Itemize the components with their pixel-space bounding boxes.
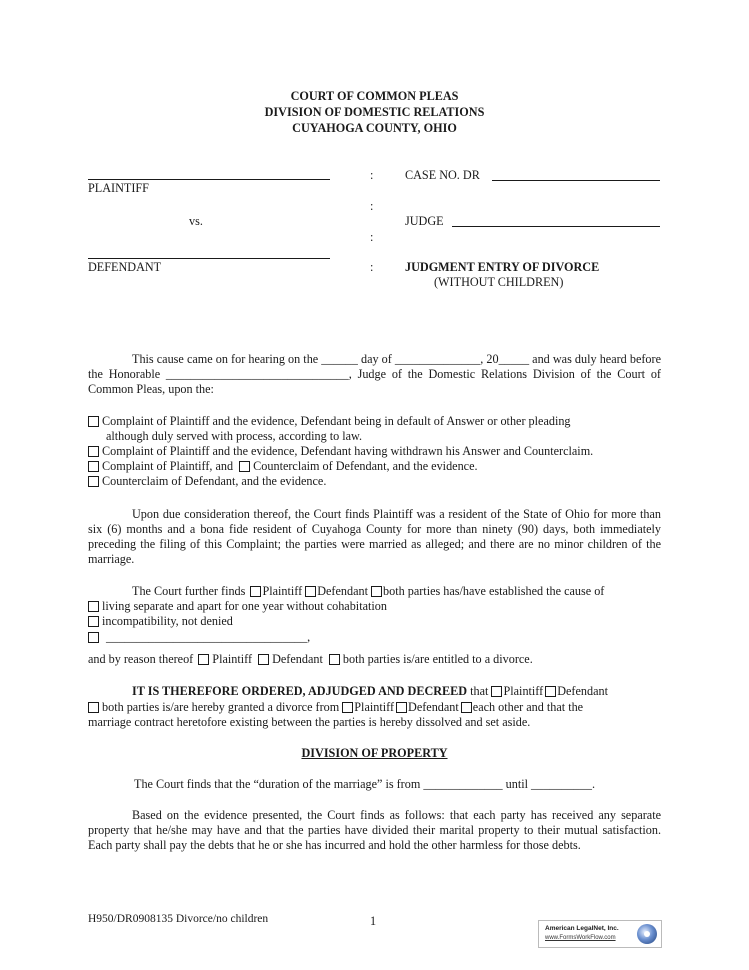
caption-colon: : <box>370 230 374 244</box>
ground-other <box>88 630 668 645</box>
publisher-url[interactable]: www.FormsWorkFlow.com <box>545 935 616 941</box>
publisher-logo <box>538 920 662 948</box>
order-defendant-label: Defendant <box>557 684 608 698</box>
grounds-both-label: both parties has/have established the cause of <box>383 584 605 598</box>
order-defendant-checkbox[interactable] <box>545 686 556 697</box>
findings-paragraph: Upon due consideration thereof, the Court finds Plaintiff was a resident of the State of Ohio for more than six (6) months and a bona fide resident of Cuyahoga County for more than ninety (90) days, both immediately preceding the filing of this Complaint; the parties were married as alleged; and there are no minor children of the marriage. <box>88 507 661 566</box>
grounds-plaintiff-label: Plaintiff <box>262 584 303 598</box>
from-plaintiff-label: Plaintiff <box>354 700 395 714</box>
entitlement-lead: and by reason thereof <box>88 652 194 666</box>
option-default-cont: although duly served with process, according to law. <box>106 429 363 443</box>
option-default-text: Complaint of Plaintiff and the evidence, Defendant being in default of Answer or other pleading <box>102 414 571 428</box>
grounds-both-checkbox[interactable] <box>371 586 382 597</box>
option-counterclaim-only <box>88 474 668 489</box>
ground-other-text[interactable]: _________________________________, <box>106 630 311 644</box>
order-plaintiff-label: Plaintiff <box>503 684 544 698</box>
caption-colon: : <box>370 168 374 182</box>
document-title: JUDGMENT ENTRY OF DIVORCE <box>405 260 600 274</box>
from-each-other-checkbox[interactable] <box>461 702 472 713</box>
from-defendant-checkbox[interactable] <box>396 702 407 713</box>
entitled-both-label: both parties is/are entitled to a divorce. <box>342 652 533 666</box>
grounds-plaintiff-checkbox[interactable] <box>250 586 261 597</box>
from-defendant-label: Defendant <box>408 700 459 714</box>
plaintiff-line <box>88 179 330 180</box>
option-default <box>88 414 668 429</box>
caption-colon: : <box>370 199 374 213</box>
form-identifier: H950/DR0908135 Divorce/no children <box>88 913 269 925</box>
entitled-both-checkbox[interactable] <box>329 654 340 665</box>
ground-other-checkbox[interactable] <box>88 632 99 643</box>
case-no-field[interactable] <box>492 180 660 181</box>
hearing-paragraph: This cause came on for hearing on the ______ day of ______________, 20_____ and was duly heard before the Honorable ______________________________, Judge of the Domestic Relations Division of the Court of Common Pleas, upon the: <box>88 352 661 396</box>
from-plaintiff-checkbox[interactable] <box>342 702 353 713</box>
grounds-defendant-checkbox[interactable] <box>305 586 316 597</box>
vs-label: vs. <box>189 214 203 228</box>
defendant-line <box>88 258 330 259</box>
grounds-lead: The Court further finds <box>132 584 246 598</box>
entitlement-line <box>88 652 668 667</box>
option-complaint-checkbox[interactable] <box>88 461 99 472</box>
from-each-other-label: each other and that the <box>472 700 584 714</box>
page-number: 1 <box>370 914 377 928</box>
order-line-3: marriage contract heretofore existing between the parties is hereby dissolved and set aside. <box>88 715 531 729</box>
entitled-plaintiff-checkbox[interactable] <box>198 654 209 665</box>
plaintiff-label: PLAINTIFF <box>88 181 149 195</box>
publisher-name: American LegalNet, Inc. <box>545 925 619 932</box>
duration-line: The Court finds that the “duration of the marriage” is from _____________ until __________. <box>134 777 596 791</box>
order-granted-text: both parties is/are hereby granted a divorce from <box>102 700 340 714</box>
case-no-label: CASE NO. DR <box>405 168 480 182</box>
entitled-defendant-checkbox[interactable] <box>258 654 269 665</box>
option-withdrawn-text: Complaint of Plaintiff and the evidence, Defendant having withdrawn his Answer and Counterclaim. <box>102 444 594 458</box>
property-paragraph: Based on the evidence presented, the Court finds as follows: that each party has received any separate property that he/she may have and that the parties have divided their marital property to their mutual satisfaction. Each party shall pay the debts that he or she has incurred and hold the other harmless for those debts. <box>88 808 661 852</box>
option-complaint-text: Complaint of Plaintiff, and <box>102 459 234 473</box>
ground-incompatibility <box>88 614 668 629</box>
entitled-defendant-label: Defendant <box>272 652 323 666</box>
ground-incompatibility-checkbox[interactable] <box>88 616 99 627</box>
option-both <box>88 459 668 474</box>
option-default-checkbox[interactable] <box>88 416 99 427</box>
document-subtitle: (WITHOUT CHILDREN) <box>434 275 564 289</box>
court-division: DIVISION OF DOMESTIC RELATIONS <box>264 105 485 119</box>
order-line-2 <box>88 700 668 715</box>
grounds-defendant-label: Defendant <box>317 584 368 598</box>
court-county: CUYAHOGA COUNTY, OHIO <box>292 121 457 135</box>
judge-label: JUDGE <box>405 214 444 228</box>
grounds-line <box>88 584 712 599</box>
judge-field[interactable] <box>452 226 660 227</box>
order-line-1 <box>88 684 712 699</box>
option-counterclaim-only-checkbox[interactable] <box>88 476 99 487</box>
ground-separation-checkbox[interactable] <box>88 601 99 612</box>
entitled-plaintiff-label: Plaintiff <box>212 652 253 666</box>
option-counterclaim-checkbox[interactable] <box>239 461 250 472</box>
property-heading: DIVISION OF PROPERTY <box>301 746 448 760</box>
globe-icon <box>637 924 657 944</box>
option-counterclaim-only-text: Counterclaim of Defendant, and the evidence. <box>102 474 327 488</box>
option-withdrawn-checkbox[interactable] <box>88 446 99 457</box>
order-plaintiff-checkbox[interactable] <box>491 686 502 697</box>
ground-separation <box>88 599 668 614</box>
option-counterclaim-text: Counterclaim of Defendant, and the evidence. <box>253 459 478 473</box>
order-decree: IT IS THEREFORE ORDERED, ADJUDGED AND DECREED <box>132 684 468 698</box>
ground-separation-text: living separate and apart for one year without cohabitation <box>102 599 387 613</box>
ground-incompatibility-text: incompatibility, not denied <box>102 614 233 628</box>
order-both-checkbox[interactable] <box>88 702 99 713</box>
defendant-label: DEFENDANT <box>88 260 162 274</box>
order-that: that <box>470 684 489 698</box>
option-withdrawn <box>88 444 668 459</box>
court-name: COURT OF COMMON PLEAS <box>290 89 459 103</box>
caption-colon: : <box>370 260 374 274</box>
